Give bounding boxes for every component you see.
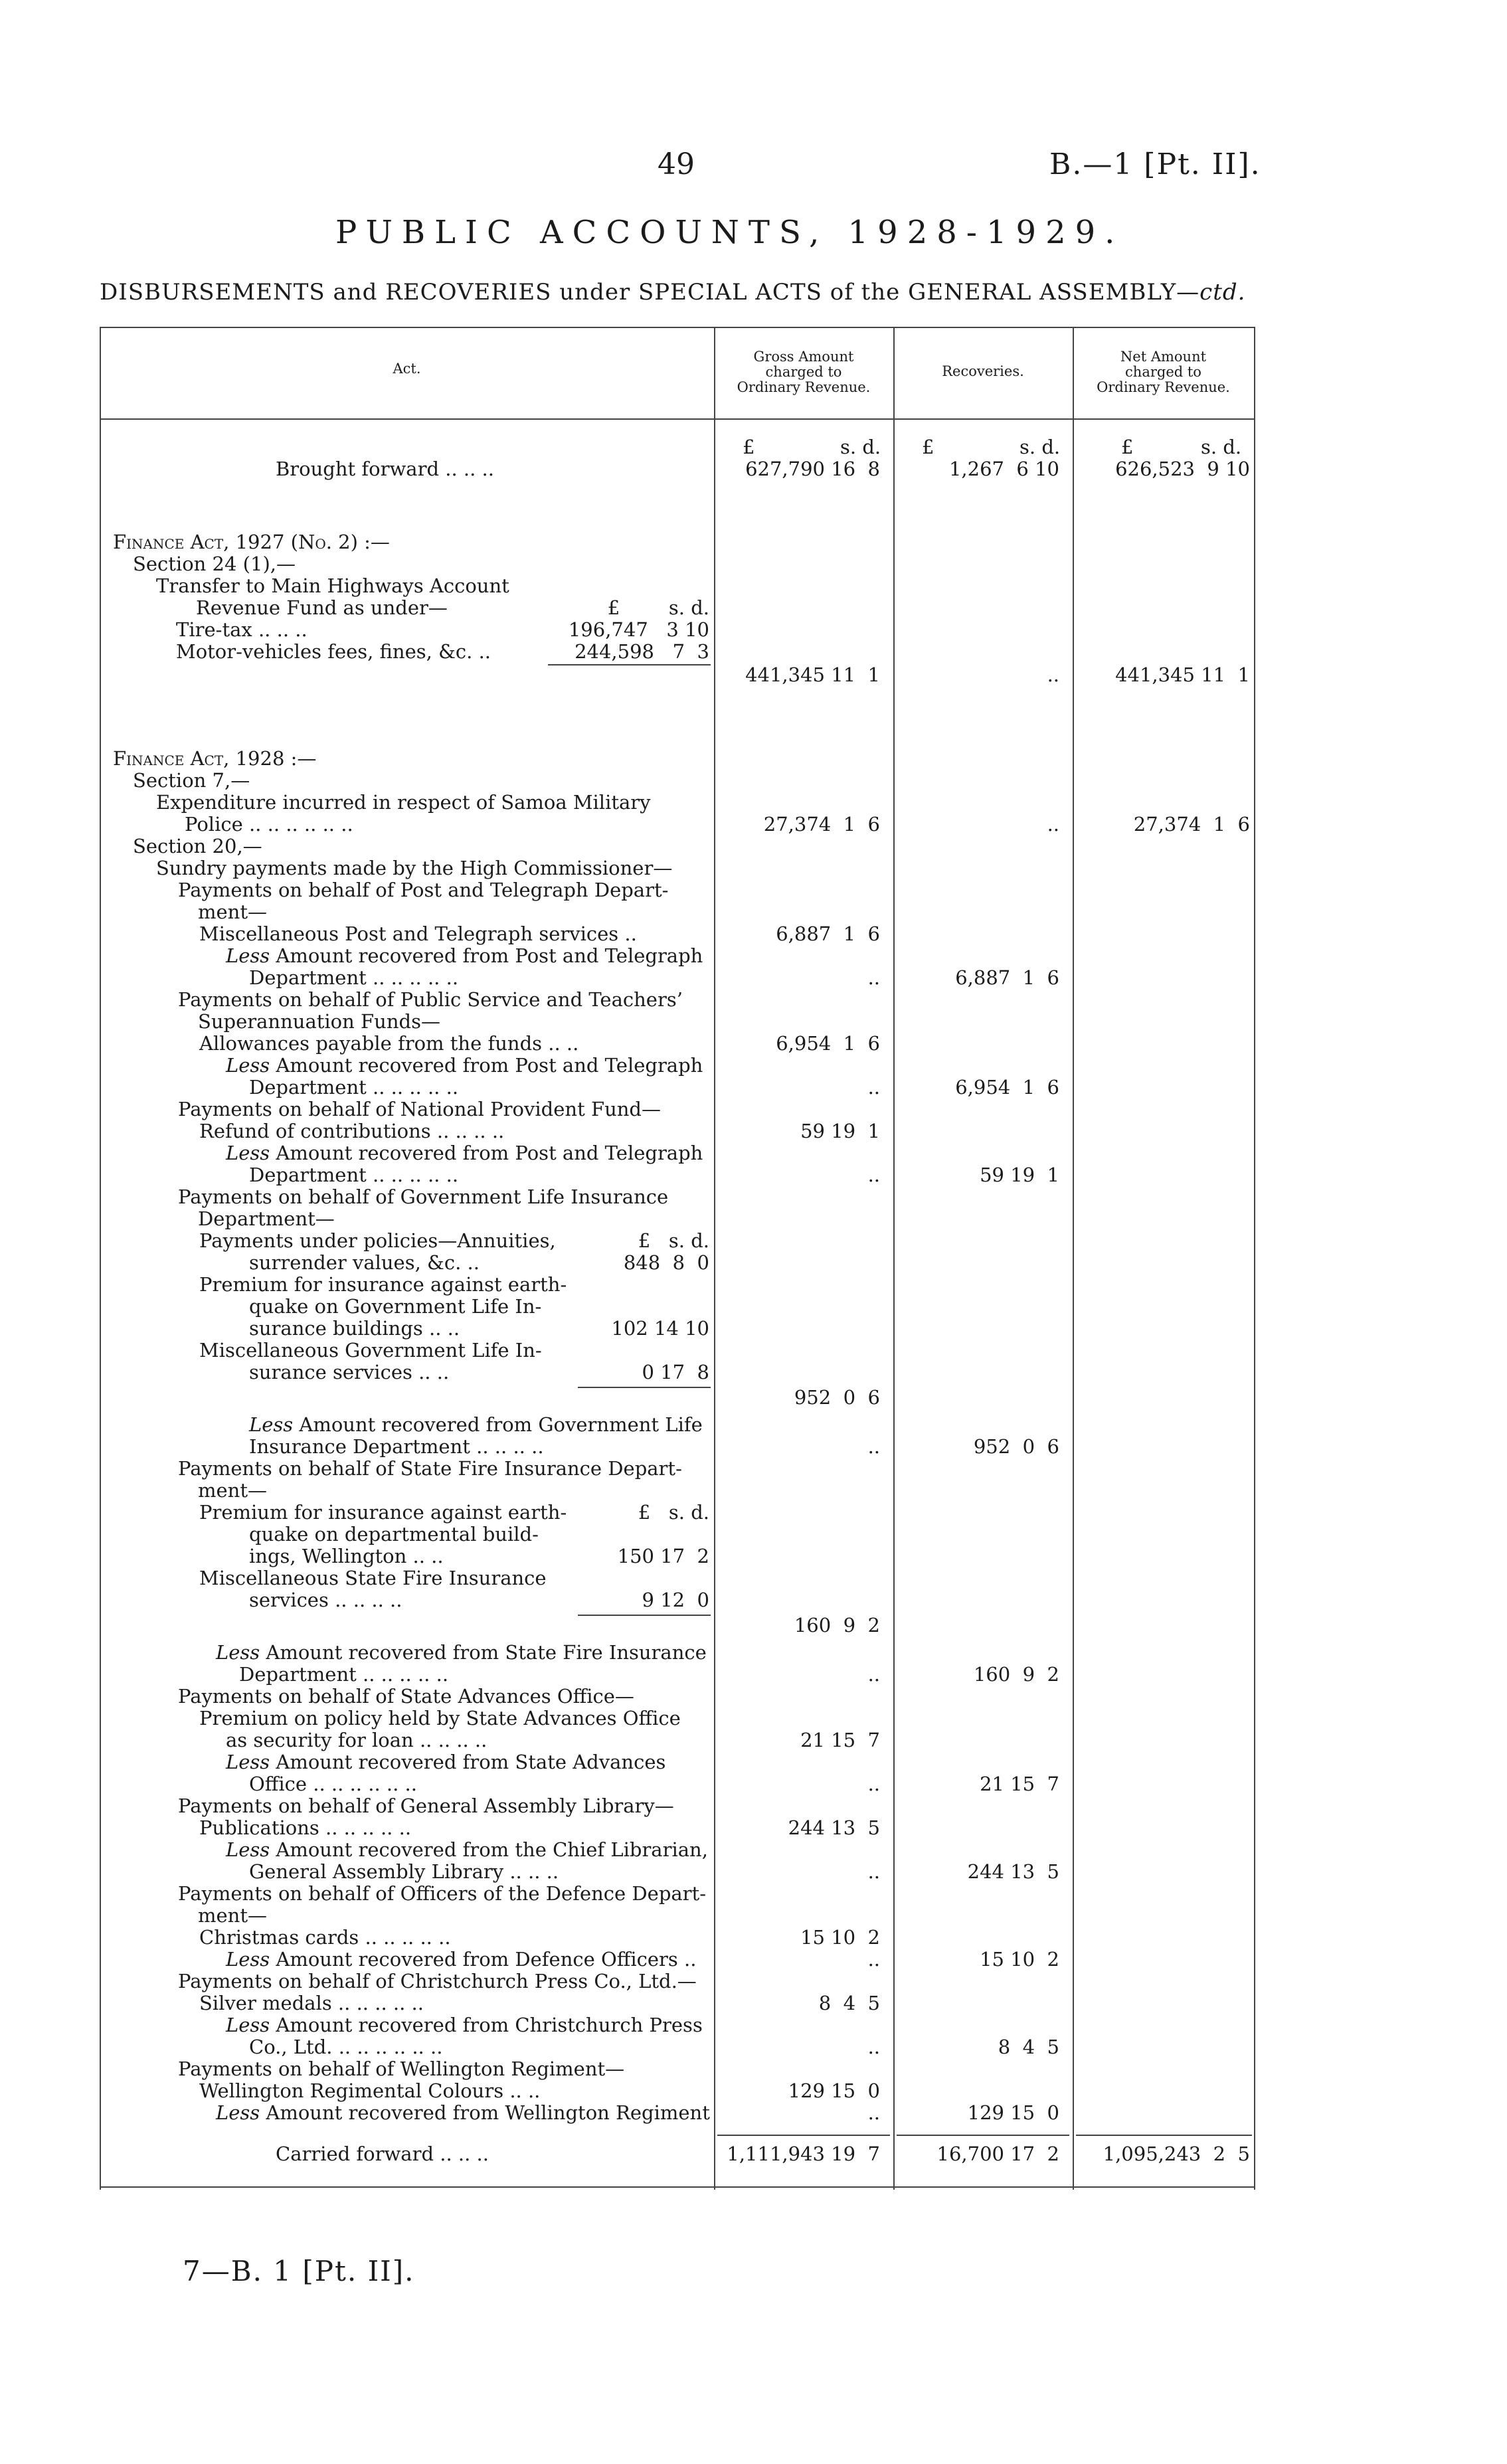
recoveries-amount: 952 0 6 — [973, 1435, 1059, 1458]
row-description: Payments on behalf of State Advances Office— — [178, 1685, 634, 1708]
unit-sd-gross: s. d. — [840, 436, 881, 458]
sub-amount: £ s. d. — [638, 1229, 709, 1252]
row-description: Finance Act, 1927 (No. 2) :— — [113, 531, 390, 553]
row-description: Premium for insurance against earth- — [199, 1273, 567, 1296]
row-description: Insurance Department .. .. .. .. — [249, 1435, 544, 1458]
row-description: Department— — [198, 1207, 335, 1230]
row-description: surrender values, &c. .. — [249, 1251, 480, 1274]
row-description: Motor-vehicles fees, fines, &c. .. — [176, 640, 491, 663]
less-label: Less — [226, 1142, 270, 1164]
subtitle-ctd: ctd. — [1199, 279, 1246, 306]
sub-amount: 196,747 3 10 — [568, 618, 709, 641]
row-description: Payments on behalf of National Provident Fund— — [178, 1098, 661, 1120]
row-description: Office .. .. .. .. .. .. — [249, 1773, 417, 1795]
header-net-line2: charged to — [1125, 364, 1201, 381]
row-description: Tire-tax .. .. .. — [176, 618, 308, 641]
row-description: Refund of contributions .. .. .. .. — [199, 1120, 505, 1142]
row-description: as security for loan .. .. .. .. — [226, 1729, 488, 1751]
total-rule-recoveries — [897, 2135, 1069, 2136]
gross-amount: .. — [867, 2101, 880, 2124]
row-description: ings, Wellington .. .. — [249, 1545, 444, 1567]
row-description: Payments on behalf of Christchurch Press Co., Ltd.— — [178, 1970, 697, 1992]
row-description: Department .. .. .. .. .. — [239, 1663, 449, 1686]
header-recoveries: Recoveries. — [942, 363, 1024, 379]
gross-amount: 27,374 1 6 — [763, 813, 880, 836]
less-label: Less — [226, 1948, 270, 1971]
gross-amount: 160 9 2 — [794, 1614, 880, 1636]
gross-amount: .. — [867, 1948, 880, 1971]
row-description: Payments on behalf of Wellington Regiment— — [178, 2058, 625, 2080]
less-label: Less — [216, 1641, 260, 1664]
gross-amount: 441,345 11 1 — [745, 663, 880, 686]
sub-amount: 150 17 2 — [617, 1545, 709, 1567]
gross-amount: 129 15 0 — [788, 2079, 880, 2102]
row-description: Section 7,— — [133, 769, 250, 792]
row-description: General Assembly Library .. .. .. — [249, 1860, 559, 1883]
row-description: Finance Act, 1928 :— — [113, 747, 317, 770]
header-gross-line2: charged to — [765, 364, 842, 381]
row-description: ment— — [198, 901, 267, 923]
less-label: Less — [249, 1413, 294, 1436]
row-description: Miscellaneous State Fire Insurance — [199, 1567, 547, 1589]
row-description: ment— — [198, 1479, 267, 1502]
row-description: Wellington Regimental Colours .. .. — [199, 2079, 541, 2102]
unit-pound-net: £ — [1121, 436, 1134, 458]
row-description: services .. .. .. .. — [249, 1589, 402, 1611]
recoveries-amount: .. — [1047, 663, 1059, 686]
unit-sd-recoveries: s. d. — [1019, 436, 1061, 458]
recoveries-amount: 21 15 7 — [980, 1773, 1059, 1795]
row-description: Publications .. .. .. .. .. — [199, 1816, 412, 1839]
gross-amount: 59 19 1 — [800, 1120, 880, 1142]
sub-amount: 848 8 0 — [623, 1251, 709, 1274]
gross-amount: 1,111,943 19 7 — [727, 2143, 880, 2165]
subtotal-rule-finance-1927 — [548, 664, 711, 665]
document-title: PUBLIC ACCOUNTS, 1928-1929. — [335, 214, 1124, 251]
recoveries-amount: 15 10 2 — [980, 1948, 1059, 1971]
row-description: Less Amount recovered from Defence Officers .. — [226, 1948, 697, 1971]
row-description: Sundry payments made by the High Commissioner— — [156, 857, 673, 879]
right-border — [1254, 327, 1255, 2190]
row-description: quake on Government Life In- — [249, 1295, 542, 1318]
recoveries-amount: 1,267 6 10 — [948, 458, 1059, 480]
col-divider-net — [1073, 327, 1074, 2190]
sub-amount: £ s. d. — [638, 1501, 709, 1524]
disbursements-table — [100, 327, 1255, 2190]
row-description: Department .. .. .. .. .. — [249, 966, 459, 989]
table-bottom-rule — [100, 2186, 1255, 2188]
recoveries-amount: 6,887 1 6 — [955, 966, 1059, 989]
header-bottom-rule — [100, 418, 1255, 420]
subtotal-rule-fire-insurance — [578, 1615, 711, 1616]
row-description: Allowances payable from the funds .. .. — [199, 1032, 579, 1055]
row-description: Less Amount recovered from Post and Telegraph — [226, 1054, 703, 1077]
row-description: Expenditure incurred in respect of Samoa Military — [156, 791, 651, 814]
header-net — [1073, 349, 1254, 395]
row-description: Payments on behalf of Officers of the Defence Depart- — [178, 1882, 706, 1905]
header-net-line1: Net Amount — [1120, 349, 1207, 365]
sub-amount: 244,598 7 3 — [575, 640, 709, 663]
sub-amount: 102 14 10 — [611, 1317, 709, 1340]
sub-amount: £ s. d. — [607, 596, 709, 619]
recoveries-amount: 8 4 5 — [998, 2036, 1059, 2058]
row-description: Miscellaneous Government Life In- — [199, 1339, 542, 1362]
unit-sd-net: s. d. — [1201, 436, 1242, 458]
gross-amount: 21 15 7 — [800, 1729, 880, 1751]
net-amount: 1,095,243 2 5 — [1103, 2143, 1250, 2165]
row-description: Premium on policy held by State Advances Office — [199, 1707, 681, 1729]
row-description: surance buildings .. .. — [249, 1317, 460, 1340]
gross-amount: .. — [867, 1435, 880, 1458]
row-description: Miscellaneous Post and Telegraph services .. — [199, 923, 637, 945]
gross-amount: .. — [867, 1773, 880, 1795]
row-description: Less Amount recovered from Post and Telegraph — [226, 1142, 703, 1164]
row-description: Section 20,— — [133, 835, 262, 857]
net-amount: 626,523 9 10 — [1115, 458, 1250, 480]
sub-amount: 9 12 0 — [642, 1589, 709, 1611]
gross-amount: .. — [867, 1076, 880, 1099]
row-description: Department .. .. .. .. .. — [249, 1164, 459, 1186]
table-subtitle — [100, 279, 1245, 306]
row-description: Christmas cards .. .. .. .. .. — [199, 1926, 451, 1949]
row-description: Less Amount recovered from State Fire Insurance — [216, 1641, 707, 1664]
gross-amount: 15 10 2 — [800, 1926, 880, 1949]
recoveries-amount: 59 19 1 — [980, 1164, 1059, 1186]
unit-pound-recoveries: £ — [922, 436, 934, 458]
header-gross-line1: Gross Amount — [753, 349, 854, 365]
recoveries-amount: .. — [1047, 813, 1059, 836]
col-divider-recoveries — [893, 327, 895, 2190]
gross-amount: 8 4 5 — [818, 1992, 880, 2014]
recoveries-amount: 160 9 2 — [973, 1663, 1059, 1686]
net-amount: 27,374 1 6 — [1133, 813, 1250, 836]
row-description: Revenue Fund as under— — [196, 596, 448, 619]
row-description: quake on departmental build- — [249, 1523, 539, 1545]
recoveries-amount: 6,954 1 6 — [955, 1076, 1059, 1099]
subtitle-main: DISBURSEMENTS and RECOVERIES under SPECIAL ACTS of the GENERAL ASSEMBLY— — [100, 279, 1200, 306]
row-description: Payments on behalf of General Assembly Library— — [178, 1795, 674, 1817]
unit-pound-gross: £ — [743, 436, 755, 458]
less-label: Less — [226, 1751, 270, 1773]
recoveries-amount: 16,700 17 2 — [936, 2143, 1059, 2165]
recoveries-amount: 244 13 5 — [967, 1860, 1059, 1883]
row-description: Less Amount recovered from Government Life — [249, 1413, 703, 1436]
header-gross-line3: Ordinary Revenue. — [737, 379, 871, 396]
gross-amount: .. — [867, 1860, 880, 1883]
row-description: ment— — [198, 1904, 267, 1927]
recoveries-amount: 129 15 0 — [967, 2101, 1059, 2124]
total-rule-net — [1076, 2135, 1252, 2136]
row-description: Premium for insurance against earth- — [199, 1501, 567, 1524]
less-label: Less — [226, 1054, 270, 1077]
row-description: Less Amount recovered from State Advances — [226, 1751, 666, 1773]
less-label: Less — [226, 2014, 270, 2036]
row-description: Less Amount recovered from Christchurch Press — [226, 2014, 703, 2036]
page-reference: B.—1 [Pt. II]. — [1049, 147, 1261, 181]
row-description: Payments on behalf of State Fire Insurance Depart- — [178, 1457, 682, 1480]
less-label: Less — [226, 944, 270, 967]
row-description: Payments on behalf of Public Service and Teachers’ — [178, 988, 683, 1011]
gross-amount: .. — [867, 1164, 880, 1186]
header-gross — [714, 349, 893, 395]
header-net-line3: Ordinary Revenue. — [1097, 379, 1230, 396]
col-divider-gross — [714, 327, 715, 2190]
row-description: Payments under policies—Annuities, — [199, 1229, 556, 1252]
row-description: surance services .. .. — [249, 1361, 450, 1383]
less-label: Less — [216, 2101, 260, 2124]
header-act: Act. — [393, 361, 421, 377]
row-description: Less Amount recovered from Wellington Regiment — [216, 2101, 710, 2124]
gross-amount: .. — [867, 2036, 880, 2058]
row-description: Less Amount recovered from Post and Telegraph — [226, 944, 703, 967]
subtotal-rule-life-insurance — [578, 1387, 711, 1388]
row-description: Less Amount recovered from the Chief Librarian, — [226, 1838, 708, 1861]
total-rule-gross — [717, 2135, 890, 2136]
gross-amount: 244 13 5 — [788, 1816, 880, 1839]
row-description: Section 24 (1),— — [133, 553, 296, 575]
row-description: Payments on behalf of Government Life Insurance — [178, 1186, 669, 1208]
row-description: Brought forward .. .. .. — [276, 458, 494, 480]
row-description: Silver medals .. .. .. .. .. — [199, 1992, 424, 2014]
row-description: Carried forward .. .. .. — [276, 2143, 489, 2165]
row-description: Superannuation Funds— — [198, 1010, 440, 1033]
page-number: 49 — [658, 147, 695, 181]
left-border — [100, 327, 101, 2190]
row-description: Police .. .. .. .. .. .. — [185, 813, 353, 836]
row-description: Co., Ltd. .. .. .. .. .. .. — [249, 2036, 443, 2058]
gross-amount: 6,887 1 6 — [776, 923, 880, 945]
gross-amount: 627,790 16 8 — [745, 458, 880, 480]
gross-amount: 6,954 1 6 — [776, 1032, 880, 1055]
gross-amount: .. — [867, 966, 880, 989]
sub-amount: 0 17 8 — [642, 1361, 709, 1383]
gross-amount: .. — [867, 1663, 880, 1686]
footer-reference: 7—B. 1 [Pt. II]. — [183, 2255, 415, 2287]
row-description: Payments on behalf of Post and Telegraph Depart- — [178, 879, 669, 901]
net-amount: 441,345 11 1 — [1115, 663, 1250, 686]
table-top-rule — [100, 327, 1255, 328]
gross-amount: 952 0 6 — [794, 1386, 880, 1409]
less-label: Less — [226, 1838, 270, 1861]
row-description: Department .. .. .. .. .. — [249, 1076, 459, 1099]
row-description: Transfer to Main Highways Account — [156, 574, 509, 597]
